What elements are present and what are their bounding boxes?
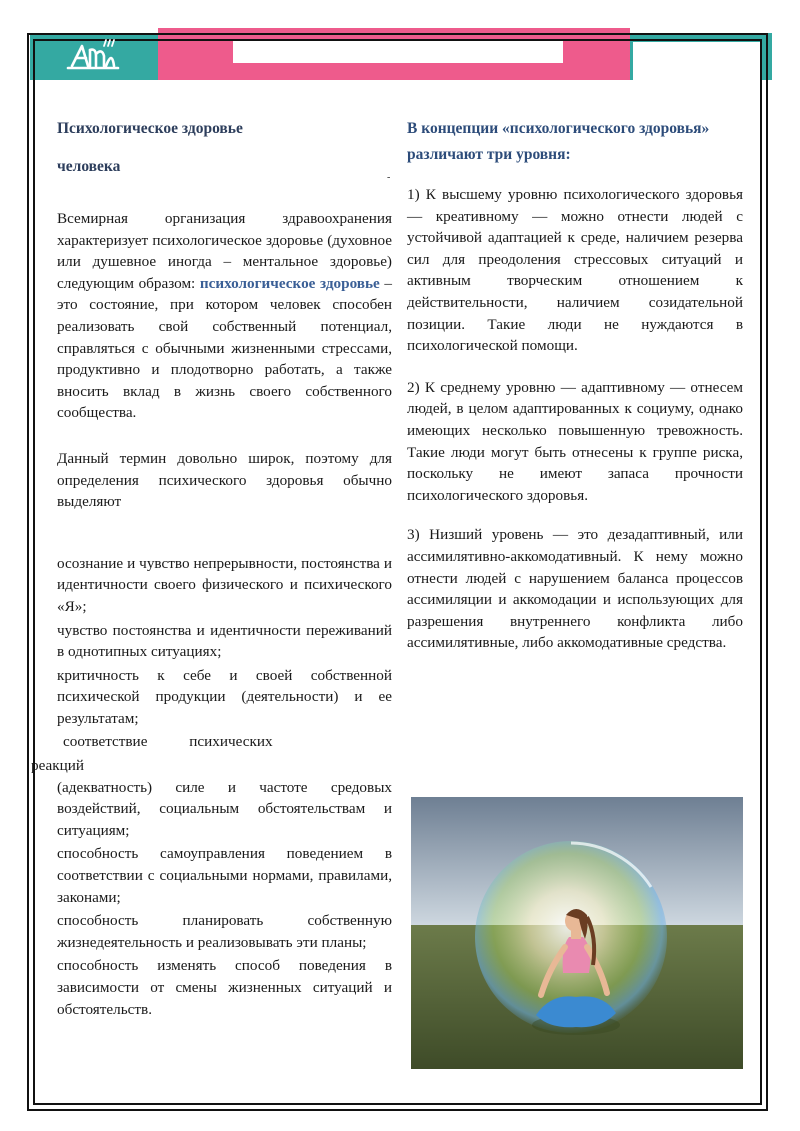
list-item: (адекватность) силе и частоте средовых воздействий, социальным обстоятельствам и ситуациям; (57, 778, 392, 839)
who-definition-paragraph: Всемирная организация здравоохранения характеризует психологическое здоровье (духовное или душевное иногда – ментальное здоровье) следующим образом: психологическое здоровье – это состояние, при котором человек способен реализовать свой собственный потенциал, справляться с обычными жизненными стрессами, продуктивно и плодотворно работать, а также вносить вклад в жизнь своего собственного сообщества. (57, 210, 392, 422)
list-item: способность самоуправления поведением в соответствии с социальными нормами, правилами, законами; (57, 845, 392, 906)
list-item-overflow-word: реакций (31, 757, 85, 775)
left-column (31, 110, 392, 1022)
right-heading: В концепции «психологического здоровья» различают три уровня: (407, 120, 710, 163)
list-item: способность планировать собственную жизнедеятельность и реализовывать эти планы; (57, 912, 392, 951)
meditating-woman-photo (411, 797, 743, 1069)
list-item: чувство постоянства и идентичности переживаний в однотипных ситуациях; (57, 621, 392, 661)
list-item: критичность к себе и своей собственной психической продукции (деятельности) и ее результатам; (57, 666, 392, 727)
list-item: способность изменять способ поведения в зависимости от смены жизненных ситуаций и обстоятельств. (57, 957, 392, 1018)
list-item-line: соответствие психических (63, 733, 273, 751)
highlighted-term: психологическое здоровье (199, 274, 380, 292)
level-3-paragraph: 3) Низший уровень — это дезадаптивный, или ассимилятивно-аккомодативный. К нему можно отнести людей с нарушением баланса процессов ассимиляции и аккомодации и использующих для разрешения внутреннего конфликта либо ассимилятивные, либо аккомодативные средства. (407, 526, 743, 652)
left-heading-line1: Психологическое здоровье (57, 120, 243, 137)
level-1-paragraph: 1) К высшему уровню психологического здоровья — креативному — можно отнести людей с устойчивой адаптацией к среде, наличием резерва сил для преодоления стрессовых ситуаций и активным творческим отношением к действительности, наличием созидательной позиции. Такие люди не нуждаются в психологической помощи. (407, 186, 743, 355)
list-item: осознание и чувство непрерывности, постоянства и идентичности своего физического и психического «Я»; (57, 554, 392, 615)
term-paragraph: Данный термин довольно широк, поэтому для определения психического здоровья обычно выделяют (57, 449, 392, 511)
stray-mark: - (387, 172, 391, 183)
level-2-paragraph: 2) К среднему уровню — адаптивному — отнесем людей, в целом адаптированных к социуму, однако имеющих несколько повышенную тревожность. Такие люди могут быть отнесены к группе риска, поскольку не имеют запаса прочности психологического здоровья. (407, 378, 743, 504)
left-heading-line2: человека (57, 158, 121, 175)
logo-icon (66, 36, 124, 76)
right-column (407, 116, 743, 654)
